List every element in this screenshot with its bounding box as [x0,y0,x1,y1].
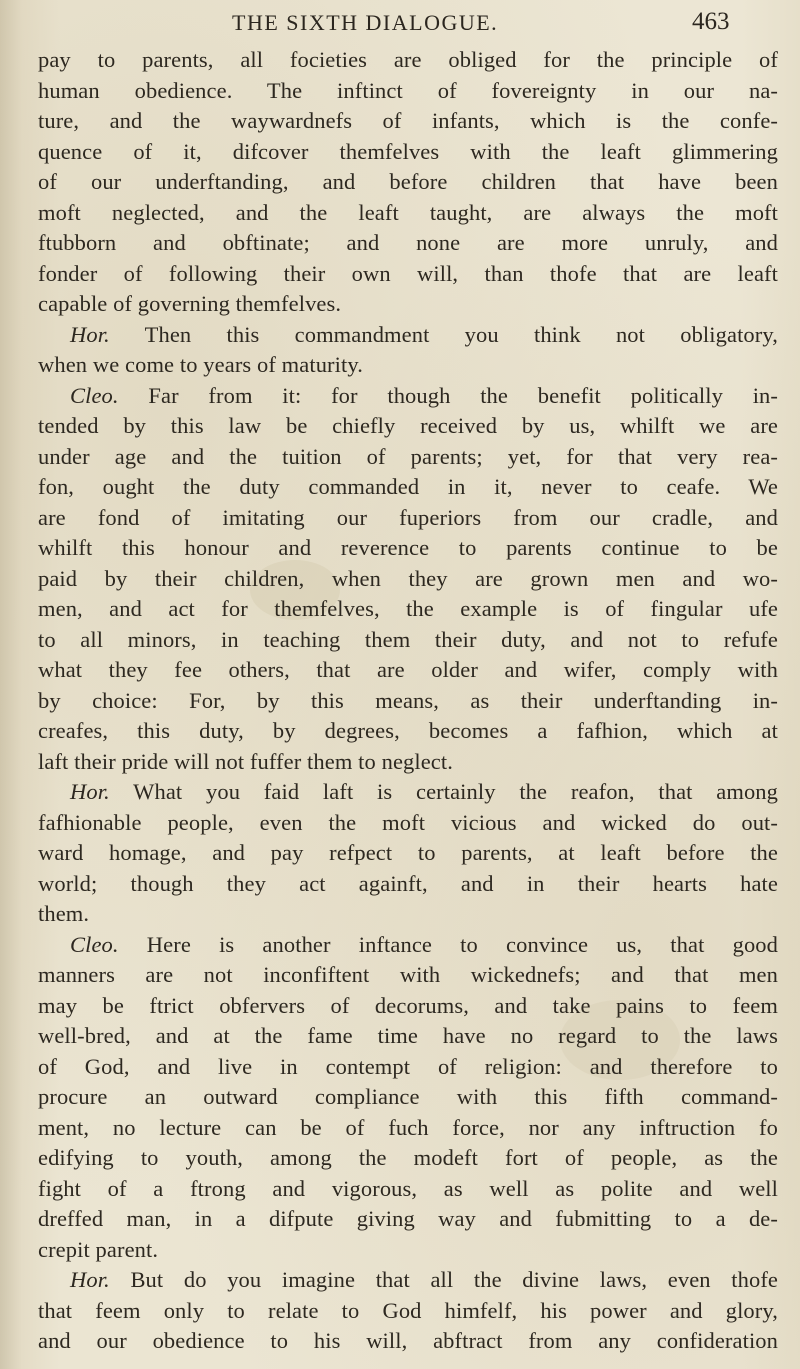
line-text: men, and act for themfelves, the example is of fingular ufe [38,596,778,621]
text-line [38,76,778,107]
text-line [38,381,778,412]
text-line [38,503,778,534]
text-line [38,289,778,320]
text-line [38,625,778,656]
line-text: of our underftanding, and before children that have been [38,169,778,194]
line-text: world; though they act againft, and in their hearts hate [38,870,778,896]
text-line [38,533,778,564]
line-text: them. [38,901,90,926]
text-line [38,442,778,473]
text-line [38,1143,778,1174]
line-text: What you faid laft is certainly the reafon, that among [133,779,778,804]
line-text: quence of it, difcover themfelves with the leaft glimmering [38,138,778,164]
line-text: by choice: For, by this means, as their underftanding in- [38,687,778,713]
speaker-name: Cleo. [70,931,119,957]
text-line [38,686,778,717]
running-head: THE SIXTH DIALOGUE. [232,10,499,35]
line-text: whilft this honour and reverence to parents continue to be [38,535,778,560]
text-line [38,259,778,290]
text-line [38,1296,778,1327]
text-line [38,1235,778,1266]
line-text: and our obedience to his will, abftract from any confideration [38,1328,778,1353]
page-number: 463 [692,8,730,35]
text-line [38,808,778,839]
text-line [38,198,778,229]
text-line [38,472,778,503]
line-text: human obedience. The inftinct of fovereignty in our na- [38,77,778,103]
line-text: are fond of imitating our fuperiors from our cradle, and [38,504,778,530]
text-line [38,960,778,991]
speaker-name: Hor. [70,779,110,804]
line-text: manners are not inconfiftent with wickednefs; and that men [38,962,778,987]
line-text: pay to parents, all focieties are obliged for the principle of [38,47,778,72]
line-text: laft their pride will not fuffer them to neglect. [38,748,453,774]
text-line [38,1052,778,1083]
line-text: ture, and the waywardnefs of infants, which is the confe- [38,108,778,133]
text-line [38,991,778,1022]
line-text: under age and the tuition of parents; yet, for that very rea- [38,443,778,469]
text-line [38,1021,778,1052]
line-text: fonder of following their own will, than thofe that are leaft [38,260,778,286]
text-line [38,137,778,168]
line-text: capable of governing themfelves. [38,291,342,316]
line-text: may be ftrict obfervers of decorums, and take pains to feem [38,992,778,1018]
line-text: tended by this law be chiefly received by us, whilft we are [38,413,778,438]
text-line [38,167,778,198]
line-text: crepit parent. [38,1236,159,1262]
line-text: that feem only to relate to God himfelf, his power and glory, [38,1297,778,1323]
text-line [38,930,778,961]
line-text: But do you imagine that all the divine laws, even thofe [130,1267,778,1292]
text-line [38,838,778,869]
text-line [38,1204,778,1235]
text-line [38,1174,778,1205]
line-text: fight of a ftrong and vigorous, as well as polite and well [38,1175,778,1201]
line-text: ftubborn and obftinate; and none are more unruly, and [38,230,778,255]
line-text: ment, no lecture can be of fuch force, nor any inftruction fo [38,1114,778,1140]
line-text: edifying to youth, among the modeft fort of people, as the [38,1145,778,1170]
page-header [0,4,800,38]
text-line [38,655,778,686]
line-text: fon, ought the duty commanded in it, never to ceafe. We [38,474,778,499]
text-line [38,716,778,747]
line-text: paid by their children, when they are grown men and wo- [38,565,778,591]
line-text: when we come to years of maturity. [38,352,363,377]
line-text: Then this commandment you think not obligatory, [144,321,778,347]
text-line [38,1113,778,1144]
text-line [38,320,778,351]
speaker-name: Hor. [70,1267,110,1292]
text-line [38,1265,778,1296]
speaker-name: Hor. [70,321,110,347]
line-text: ward homage, and pay refpect to parents, at leaft before the [38,840,778,865]
text-line [38,747,778,778]
text-line [38,228,778,259]
text-line [38,45,778,76]
text-line [38,869,778,900]
line-text: well-bred, and at the fame time have no regard to the laws [38,1023,778,1048]
line-text: Here is another inftance to convince us, that good [146,931,778,957]
line-text: of God, and live in contempt of religion: and therefore to [38,1053,778,1079]
text-line [38,411,778,442]
speaker-name: Cleo. [70,382,119,408]
line-text: to all minors, in teaching them their duty, and not to refufe [38,626,778,652]
text-line [38,1326,778,1357]
text-line [38,777,778,808]
line-text: Far from it: for though the benefit politically in- [148,382,778,408]
text-line [38,594,778,625]
line-text: procure an outward compliance with this fifth command- [38,1084,778,1109]
line-text: fafhionable people, even the moft vicious and wicked do out- [38,809,778,835]
line-text: dreffed man, in a difpute giving way and fubmitting to a de- [38,1206,778,1231]
text-line [38,350,778,381]
body-text [38,45,778,1357]
line-text: creafes, this duty, by degrees, becomes a fafhion, which at [38,718,778,743]
line-text: what they fee others, that are older and wifer, comply with [38,657,778,682]
text-line [38,106,778,137]
text-line [38,1082,778,1113]
text-line [38,564,778,595]
line-text: moft neglected, and the leaft taught, are always the moft [38,199,778,225]
text-line [38,899,778,930]
